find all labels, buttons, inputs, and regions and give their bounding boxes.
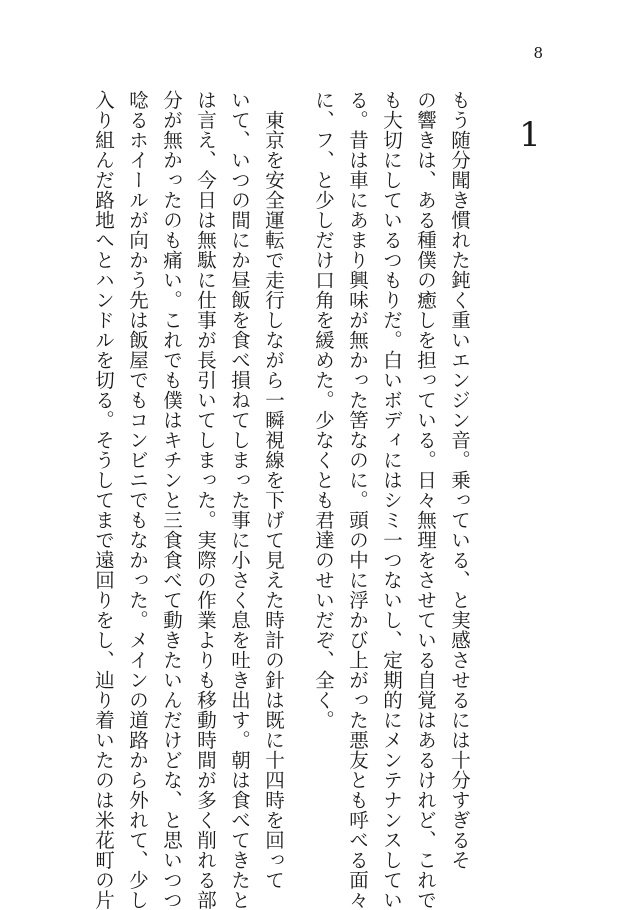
body-text [92,90,476,910]
text-line: もう随分聞き慣れた鈍く重いエンジン音。乗っている、と実感させるには十分すぎるそ [448,90,471,870]
paragraph-break [290,90,306,810]
text-line: の響きは、ある種僕の癒しを担っている。日々無理をさせている自覚はあるけれど、これで [414,90,437,910]
page-number: 8 [533,44,543,62]
text-line: 唸るホイールが向かう先は飯屋でもコンビニでもなかった。メインの道路から外れて、少し [126,90,149,910]
text-line: に、フ、と少しだけ口角を緩めた。少なくとも君達のせいだぞ、全く。 [312,90,335,730]
text-line: る。昔は車にあまり興味が無かった筈なのに。頭の中に浮かび上がった悪友とも呼べる面々 [346,90,369,910]
text-line: 入り組んだ路地へとハンドルを切る。そうしてまで遠回りをし、辿り着いたのは米花町の片 [92,90,115,910]
text-line: いて、いつの間にか昼飯を食べ損ねてしまった事に小さく息を吐き出す。朝は食べてきたと [228,90,251,910]
chapter-number: 1 [519,115,541,155]
text-line: 東京を安全運転で走行しながら一瞬視線を下げて見えた時計の針は既に十四時を回って [262,90,285,890]
text-line: も大切にしているつもりだ。白いボディにはシミ一つないし、定期的にメンテナンスしてい [380,90,403,910]
text-line: は言え、今日は無駄に仕事が長引いてしまった。実際の作業よりも移動時間が多く削れる部 [194,90,217,910]
text-line: 分が無かったのも痛い。これでも僕はキチンと三食食べて動きたいんだけどな、と思いつつ [160,90,183,910]
